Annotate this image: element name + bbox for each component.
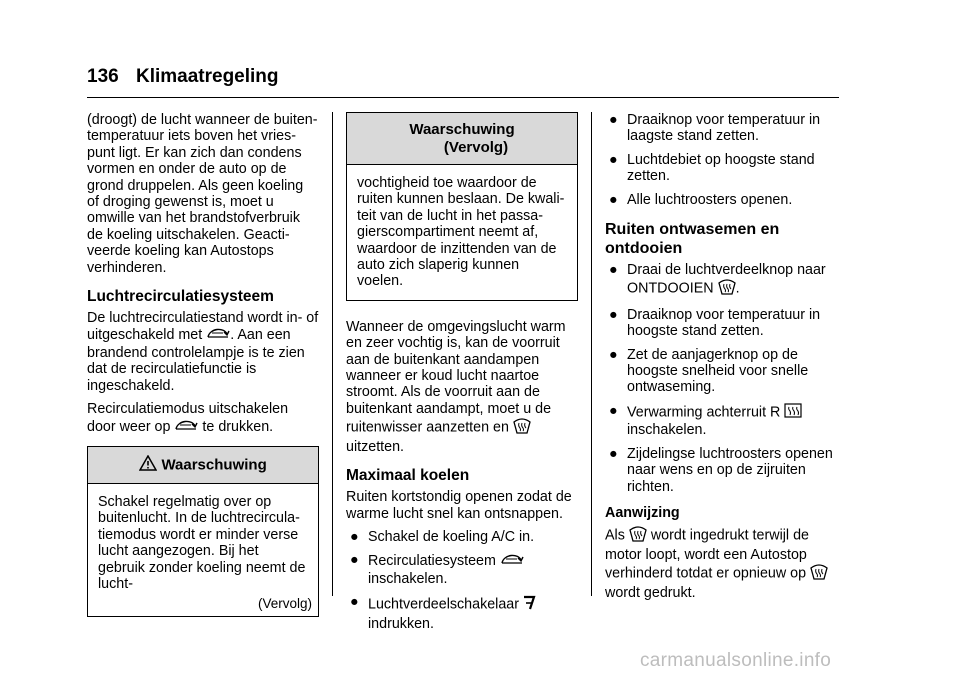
windshield-defrost-icon: [629, 525, 647, 546]
list-item: ● Luchtverdeelschakelaar indrukken.: [346, 594, 578, 632]
warning-header: Waarschuwing (Vervolg): [347, 113, 577, 165]
note-title: Aanwijzing: [605, 504, 680, 521]
page-title: Klimaatregeling: [135, 66, 279, 87]
air-distribution-icon: [523, 594, 537, 615]
windshield-defrost-icon: [810, 563, 828, 584]
page-number: 136: [87, 66, 119, 87]
recirculation-icon: [206, 326, 230, 344]
warning-continued: (Vervolg): [257, 596, 312, 612]
list-item: ● Schakel de koeling A/C in.: [350, 528, 535, 545]
section-heading-max-cooling: Maximaal koelen: [346, 467, 470, 485]
warning-body: Schakel regelmatig over op buitenlucht. In de luchtrecircula-tiemodus wordt er minder verse lucht aangezogen. Bij het gebruik zonder koeling neemt de lucht-: [98, 493, 306, 592]
column-3: [605, 112, 837, 608]
recirculation-off-paragraph: Recirculatiemodus uitschakelen door weer op te drukken.: [87, 401, 289, 435]
section-heading-defrost: Ruiten ontwasemen en ontdooien: [605, 221, 780, 258]
list-item: ● Draai de luchtverdeelknop naar ONTDOOIEN .: [605, 262, 837, 300]
header-rule: [87, 97, 839, 98]
recirculation-icon: [174, 418, 198, 436]
page-header: [87, 66, 279, 88]
list-item: ● Draaiknop voor temperatuur in hoogste stand zetten.: [609, 306, 821, 340]
list-item: ● Zet de aanjagerknop op de hoogste snelheid voor snelle ontwaseming.: [609, 346, 809, 396]
recirculation-paragraph: De luchtrecirculatiestand wordt in- of uitgeschakeld met . Aan een brandend controlelampje is te zien dat de recirculatiefunctie is ingeschakeld.: [87, 310, 319, 394]
column-2: [346, 112, 578, 639]
recirculation-icon: [500, 552, 524, 570]
warning-triangle-icon: [139, 455, 157, 476]
warning-header: Waarschuwing: [88, 447, 318, 484]
warning-body: vochtigheid toe waardoor de ruiten kunnen beslaan. De kwali-teit van de lucht in het passa-gierscompartiment neemt af, waardoor de inzittenden van de auto zich slaperig kunnen voelen.: [357, 175, 565, 290]
windshield-defrost-icon: [513, 417, 531, 438]
warning-box: [87, 446, 319, 617]
fogging-paragraph: Wanneer de omgevingslucht warm en zeer vochtig is, kan de voorruit aan de buitenkant aandampen wanneer er koud lucht naartoe stroomt. Als de voorruit aan de buitenkant aandampt, moet u de ruitenwisser aanzetten en uitzetten.: [346, 318, 566, 455]
list-item: ● Verwarming achterruit R inschakelen.: [605, 403, 837, 439]
warning-box-continued: [346, 112, 578, 301]
rear-window-heater-icon: [784, 403, 802, 422]
column-divider-1: [332, 112, 333, 596]
list-item: ● Luchtdebiet op hoogste stand zetten.: [609, 151, 815, 185]
intro-paragraph: (droogt) de lucht wanneer de buiten-temperatuur iets boven het vries-punt ligt. Er kan zich dan condens vormen en onder de auto op de grond druppelen. Als geen koeling of droging gewenst is, moet u omwille van het brandstofverbruik de koeling uitschakelen. Geacti-veerde koeling kan Autostops verhinderen.: [87, 112, 318, 276]
watermark: carmanualsonline.info: [640, 650, 832, 671]
column-1: [87, 112, 319, 627]
list-item: ● Alle luchtroosters openen.: [609, 191, 793, 208]
windshield-defrost-icon: [718, 278, 736, 299]
list-item: ● Recirculatiesysteem inschakelen.: [346, 552, 578, 587]
max-cooling-paragraph: Ruiten kortstondig openen zodat de warme lucht snel kan ontsnappen.: [346, 489, 572, 522]
section-heading-recirculation: Luchtrecirculatiesysteem: [87, 288, 274, 306]
column-divider-2: [591, 112, 592, 596]
list-item: ● Zijdelingse luchtroosters openen naar wens en op de zijruiten richten.: [609, 445, 833, 495]
note-paragraph: Als wordt ingedrukt terwijl de motor loopt, wordt een Autostop verhinderd totdat er opnieuw op wordt gedrukt.: [605, 525, 837, 601]
list-item: ● Draaiknop voor temperatuur in laagste stand zetten.: [609, 112, 821, 145]
